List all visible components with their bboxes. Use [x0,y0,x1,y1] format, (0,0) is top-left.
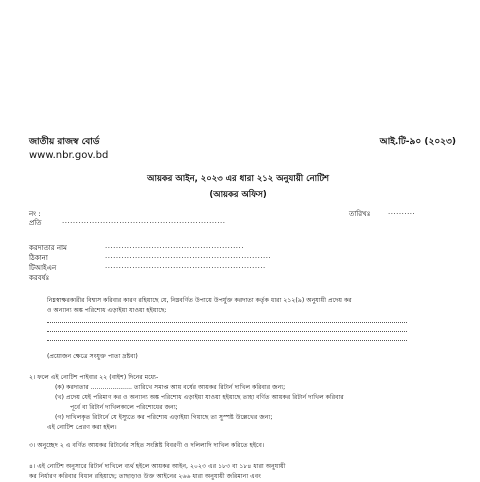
website-link[interactable]: www.nbr.gov.bd [29,150,109,161]
taxpayer-name-field[interactable]: ................................................... [105,242,244,250]
para2-item-b-line1: (খ) প্রদেয় যেই পরিমাণ কর ও অন্যান্য অঙ্ক পরিশোধ এড়াইয়া যাওয়া হইয়াছে তাহা বর্ণিত আয়কর রিটার্ন দাখিল করিবার [55,394,344,401]
tax-year-label: করবর্ষঃ [29,274,50,282]
para2-item-c: (গ) দাখিলকৃত রিটার্নে যে ইস্যুতে কর পরিশোধ এড়াইয়া গিয়াছে তা সুস্পষ্ট উল্লেখের জন্য; [55,414,273,421]
address-field[interactable]: ............................................................. [105,252,272,260]
para1-note: (প্রয়োজন ক্ষেত্রে সংযুক্ত পাতা দ্রষ্টব্য) [47,353,138,360]
taxpayer-name-label: করদাতার নাম [29,244,67,252]
date-field[interactable]: .......... [388,208,416,216]
para1-blank-line-1[interactable] [47,322,407,323]
recipient-label: প্রতি [29,219,42,227]
reference-no-label: নং : [29,210,41,218]
para1-line2: ও অন্যান্য অঙ্ক পরিশোধ এড়াইয়া যাওয়া হইয়াছে: [47,307,167,314]
para1-blank-line-3[interactable] [47,340,407,341]
para1-line1: নিম্নস্বাক্ষরকারীর বিশ্বাস করিবার কারণ রহিয়াছে যে, নিম্নবর্ণিত উপায়ে উপর্যুক্ত করদাতা কর্তৃক ধারা ২১২(৯) অনুযায়ী প্রদেয় কর [47,297,352,304]
para4-line1: ৪। এই নোটিশ অনুসারে রিটার্ন দাখিলে ব্যর্থ হইলে আয়কর আইন, ২০২৩ এর ১৮৩ বা ১৮৪ ধারা অনুযায়ী [29,463,286,470]
tin-label: টিআইএন [29,264,57,272]
para2-item-a: (ক) করদাতার ..................... তারিখে সমাপ্ত আয় বর্ষের আয়কর রিটার্ন দাখিল করিবার জন্য; [55,384,286,391]
para1-blank-line-2[interactable] [47,331,407,332]
para3-text: ৩। অনুচ্ছেদ ২ এ বর্ণিত আয়কর রিটার্নের সহিত সংশ্লিষ্ট বিবরণী ও দলিলাদি দাখিল করিতে হইবে। [29,442,265,449]
para2-intro: ২। ফলে এই নোটিশ পাইবার ২২ (বাইশ) দিনের মধ্যে- [29,374,159,381]
para4-line2: কর নির্ধারণ করিবার বিধান রহিয়াছে; তাছাড়াও উক্ত আইনের ২৬৬ ধারা অনুযায়ী জরিমানা এবং [29,473,261,480]
para2-item-b-line2: পূর্বে বা রিটার্ন দাখিলকালে পরিশোধের জন্য; [70,404,178,411]
address-label: ঠিকানা [29,254,48,262]
notice-subtitle: (আয়কর অফিস) [209,190,267,200]
form-code: আই.টি-৯০ (২০২৩) [379,137,456,147]
date-label: তারিখঃ [349,210,371,218]
org-name: জাতীয় রাজস্ব বোর্ড [29,137,100,147]
notice-title: আয়কর আইন, ২০২৩ এর ধারা ২১২ অনুযায়ী নোটিশ [147,174,330,184]
tin-field[interactable]: ........................................................... [105,262,266,270]
para2-closing: এই নোটিশ প্রেরণ করা হইল। [47,424,117,431]
recipient-field[interactable]: ............................................................ [62,217,226,225]
